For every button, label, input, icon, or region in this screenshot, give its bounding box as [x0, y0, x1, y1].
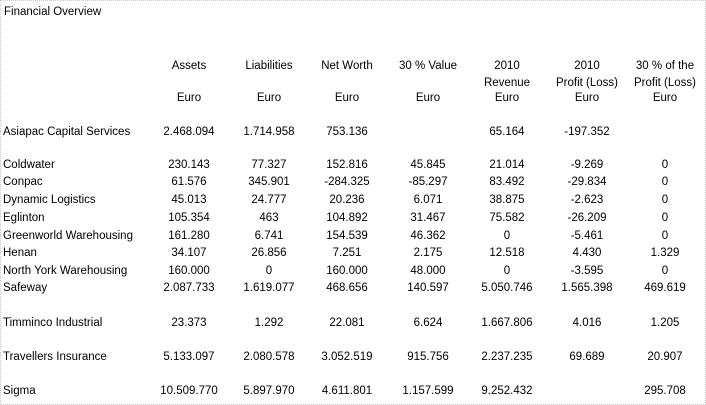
- cell-revenue: 9.252.432: [481, 385, 533, 397]
- cell-liabilities: 6.741: [254, 230, 284, 242]
- cell-profit-loss: 1.565.398: [561, 282, 613, 294]
- cell-assets: 45.013: [171, 194, 207, 206]
- cell-profit-loss: 4.430: [572, 247, 602, 259]
- table-row: [1, 265, 705, 281]
- unit-label: Euro: [652, 92, 678, 104]
- header-line1: 2010: [494, 60, 520, 72]
- cell-30-percent-value: -85.297: [408, 176, 448, 188]
- cell-assets: 161.280: [168, 230, 210, 242]
- cell-30-percent-value: 48.000: [410, 265, 446, 277]
- cell-revenue: 0: [503, 265, 511, 277]
- cell-liabilities: 1.292: [254, 317, 284, 329]
- unit-label: Euro: [256, 92, 282, 104]
- unit-label: Euro: [176, 92, 202, 104]
- cell-assets: 160.000: [168, 265, 210, 277]
- cell-profit-loss: -5.461: [570, 230, 604, 242]
- row-label: Greenworld Warehousing: [3, 230, 133, 242]
- cell-liabilities: 463: [259, 212, 279, 224]
- cell-30-percent-profit: 469.619: [644, 282, 686, 294]
- cell-assets: 2.468.094: [163, 126, 215, 138]
- cell-profit-loss: -26.209: [567, 212, 607, 224]
- cell-assets: 61.576: [171, 176, 207, 188]
- unit-label: Euro: [415, 92, 441, 104]
- table-row: [1, 282, 705, 298]
- cell-30-percent-profit: 0: [661, 265, 669, 277]
- cell-revenue: 2.237.235: [481, 351, 533, 363]
- cell-net-worth: 160.000: [326, 265, 368, 277]
- cell-net-worth: 468.656: [326, 282, 368, 294]
- unit-label: Euro: [334, 92, 360, 104]
- cell-profit-loss: -3.595: [570, 265, 604, 277]
- table-row: [1, 194, 705, 210]
- cell-assets: 10.509.770: [160, 385, 218, 397]
- cell-net-worth: 152.816: [326, 159, 368, 171]
- header-30-percent-value: [388, 58, 468, 75]
- cell-assets: 230.143: [168, 159, 210, 171]
- cell-revenue: 5.050.746: [481, 282, 533, 294]
- cell-30-percent-value: 31.467: [410, 212, 446, 224]
- header-line2: Assets: [171, 60, 207, 72]
- cell-net-worth: 20.236: [329, 194, 365, 206]
- cell-30-percent-profit: 20.907: [647, 351, 683, 363]
- table-row-total: [1, 385, 705, 401]
- cell-net-worth: 154.539: [326, 230, 368, 242]
- cell-30-percent-profit: 0: [661, 212, 669, 224]
- cell-net-worth: -284.325: [324, 176, 370, 188]
- cell-profit-loss: -197.352: [564, 126, 610, 138]
- cell-30-percent-value: 2.175: [413, 247, 443, 259]
- cell-net-worth: 7.251: [332, 247, 362, 259]
- cell-liabilities: 1.619.077: [243, 282, 295, 294]
- row-label: Coldwater: [3, 159, 55, 171]
- unit-label: Euro: [494, 92, 520, 104]
- cell-30-percent-value: 1.157.599: [402, 385, 454, 397]
- row-label: Conpac: [3, 176, 43, 188]
- cell-assets: 2.087.733: [163, 282, 215, 294]
- cell-revenue: 75.582: [489, 212, 525, 224]
- header-assets: [149, 58, 229, 75]
- cell-net-worth: 104.892: [326, 212, 368, 224]
- cell-revenue: 12.518: [489, 247, 525, 259]
- header-liabilities: [229, 58, 309, 75]
- cell-30-percent-profit: 1.205: [650, 317, 680, 329]
- cell-liabilities: 1.714.958: [243, 126, 295, 138]
- cell-profit-loss: -29.834: [567, 176, 607, 188]
- cell-revenue: 0: [503, 230, 511, 242]
- cell-assets: 105.354: [168, 212, 210, 224]
- row-label: Dynamic Logistics: [3, 194, 96, 206]
- row-label: North York Warehousing: [3, 265, 128, 277]
- cell-net-worth: 22.081: [329, 317, 365, 329]
- cell-revenue: 65.164: [489, 126, 525, 138]
- table-row: [1, 159, 705, 175]
- cell-profit-loss: -9.269: [570, 159, 604, 171]
- cell-assets: 23.373: [171, 317, 207, 329]
- header-line2: Revenue: [483, 76, 531, 89]
- cell-assets: 5.133.097: [163, 351, 215, 363]
- page-title: Financial Overview: [4, 6, 102, 18]
- header-2010-profit-loss: [547, 58, 627, 91]
- row-label: Sigma: [3, 385, 36, 397]
- header-2010-revenue: [467, 58, 547, 91]
- cell-revenue: 38.875: [489, 194, 525, 206]
- unit-label: Euro: [574, 92, 600, 104]
- cell-30-percent-profit: 0: [661, 194, 669, 206]
- cell-liabilities: 26.856: [251, 247, 287, 259]
- table-row: [1, 212, 705, 228]
- row-label: Timminco Industrial: [3, 317, 103, 329]
- cell-30-percent-value: 915.756: [407, 351, 449, 363]
- cell-assets: 34.107: [171, 247, 207, 259]
- cell-30-percent-profit: 0: [661, 176, 669, 188]
- row-label: Eglinton: [3, 212, 45, 224]
- cell-liabilities: 77.327: [251, 159, 287, 171]
- cell-profit-loss: 69.689: [569, 351, 605, 363]
- cell-net-worth: 3.052.519: [321, 351, 373, 363]
- cell-liabilities: 2.080.578: [243, 351, 295, 363]
- cell-liabilities: 345.901: [248, 176, 290, 188]
- row-label: Safeway: [3, 282, 48, 294]
- cell-profit-loss: 4.016: [572, 317, 602, 329]
- cell-revenue: 21.014: [489, 159, 525, 171]
- header-30-percent-profit: [625, 58, 705, 91]
- cell-liabilities: 5.897.970: [243, 385, 295, 397]
- table-row: [1, 176, 705, 192]
- cell-liabilities: 24.777: [251, 194, 287, 206]
- header-line1: 30 % of the: [635, 60, 695, 72]
- header-line1: 2010: [574, 60, 600, 72]
- cell-30-percent-profit: 295.708: [644, 385, 686, 397]
- cell-liabilities: 0: [265, 265, 273, 277]
- header-net-worth: [307, 58, 387, 75]
- table-row: [1, 351, 705, 367]
- cell-30-percent-profit: 1.329: [650, 247, 680, 259]
- cell-30-percent-value: 45.845: [410, 159, 446, 171]
- header-line2: Profit (Loss): [634, 76, 696, 89]
- cell-30-percent-profit: 0: [661, 159, 669, 171]
- cell-revenue: 83.492: [489, 176, 525, 188]
- cell-30-percent-value: 46.362: [410, 230, 446, 242]
- cell-30-percent-value: 140.597: [407, 282, 449, 294]
- header-line2: 30 % Value: [399, 60, 457, 72]
- row-label: Asiapac Capital Services: [3, 126, 131, 138]
- cell-30-percent-value: 6.624: [413, 317, 443, 329]
- table-row: [1, 126, 705, 142]
- table-row: [1, 317, 705, 333]
- cell-net-worth: 4.611.801: [321, 385, 373, 397]
- cell-30-percent-profit: 0: [661, 230, 669, 242]
- table-row: [1, 247, 705, 263]
- row-label: Travellers Insurance: [3, 351, 107, 363]
- cell-net-worth: 753.136: [326, 126, 368, 138]
- cell-revenue: 1.667.806: [481, 317, 533, 329]
- row-label: Henan: [3, 247, 37, 259]
- cell-profit-loss: -2.623: [570, 194, 604, 206]
- cell-30-percent-value: 6.071: [413, 194, 443, 206]
- header-line2: Net Worth: [321, 60, 373, 72]
- header-line2: Liabilities: [245, 60, 293, 72]
- header-line2: Profit (Loss): [556, 76, 618, 89]
- table-row: [1, 230, 705, 246]
